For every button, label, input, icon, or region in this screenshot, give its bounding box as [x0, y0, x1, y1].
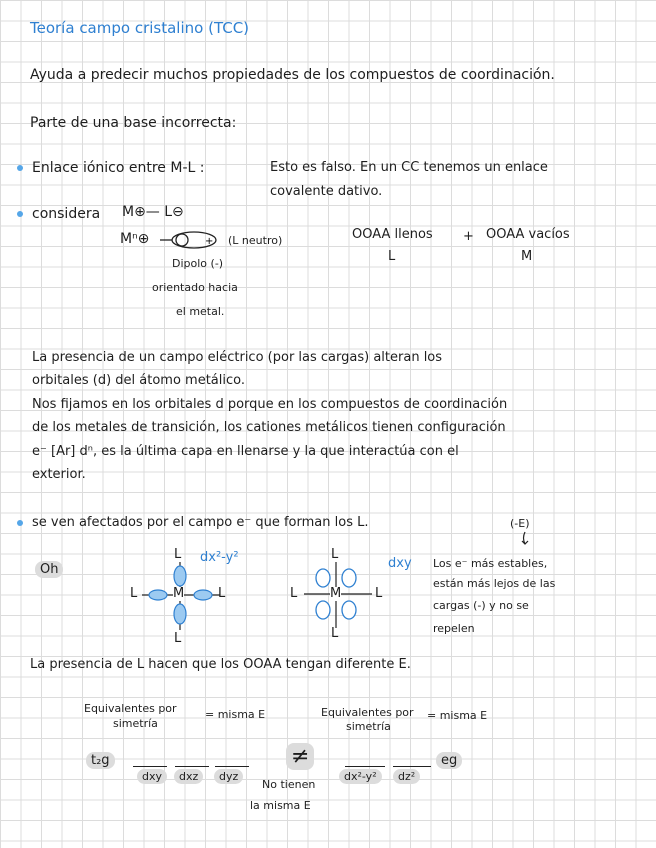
dipole-line-2: orientado hacia — [152, 281, 238, 294]
note-line: están más lejos de las — [433, 577, 556, 590]
no-same-energy-line-2: la misma E — [250, 799, 311, 812]
plus-sign: + — [463, 229, 474, 244]
bullet1-right-1: Esto es falso. En un CC tenemos un enlace — [270, 160, 548, 175]
ligand-top: L — [174, 547, 182, 562]
oh-badge: Oh — [35, 563, 63, 577]
bullet3-text: se ven afectados por el campo e⁻ que forman los L. — [32, 515, 369, 530]
ligand-right: L — [218, 586, 226, 601]
orbital-label: dx²-y² — [339, 771, 382, 783]
equiv-label: Equivalentes por — [84, 702, 177, 715]
neutral-label: (L neutro) — [228, 234, 283, 247]
arrow-down-icon — [520, 532, 530, 546]
para-line: e⁻ [Ar] dⁿ, es la última capa en llenarse y la que interactúa con el — [32, 444, 459, 459]
eg-badge: eg — [436, 754, 462, 768]
para-line: orbitales (d) del átomo metálico. — [32, 373, 245, 388]
intro-text: Ayuda a predecir muchos propiedades de los compuestos de coordinación. — [30, 67, 555, 83]
oa-full-sub: L — [388, 249, 396, 264]
bullet1-left: Enlace iónico entre M-L : — [32, 160, 205, 176]
energy-level-line — [215, 766, 249, 767]
equiv-label: Equivalentes por — [321, 706, 414, 719]
energy-note: (-E) — [510, 517, 530, 530]
dxy-label: dxy — [388, 556, 412, 571]
t2g-badge: t₂g — [86, 754, 115, 768]
dx2y2-label: dx²-y² — [200, 550, 239, 565]
ligand-left: L — [130, 586, 138, 601]
not-equal-sign: ≠ — [286, 745, 314, 769]
metal-center: M — [330, 586, 342, 601]
energy-level-line — [133, 766, 167, 767]
oa-empty: OOAA vacíos — [486, 227, 570, 242]
para-line: Nos fijamos en los orbitales d porque en los compuestos de coordinación — [32, 397, 508, 412]
bullet1-right-2: covalente dativo. — [270, 184, 383, 199]
energy-level-line — [175, 766, 209, 767]
note-line: repelen — [433, 622, 475, 635]
orbital-label: dxz — [174, 771, 203, 783]
ligand-top: L — [331, 547, 339, 562]
base-text: Parte de una base incorrecta: — [30, 115, 237, 131]
svg-text:+: + — [205, 236, 214, 247]
bullet-dot — [17, 165, 23, 171]
bullet-dot — [17, 520, 23, 526]
para-line: exterior. — [32, 467, 86, 482]
formula-ml: M⊕— L⊖ — [122, 204, 184, 220]
sym-label: simetría — [346, 720, 391, 733]
bullet2-label: considera — [32, 206, 101, 222]
orbital-label: dyz — [214, 771, 243, 783]
para-line: de los metales de transición, los cationes metálicos tienen configuración — [32, 420, 506, 435]
note-line: Los e⁻ más estables, — [433, 557, 548, 570]
dipole-line-3: el metal. — [176, 305, 225, 318]
ligand-right: L — [375, 586, 383, 601]
formula-mn: Mⁿ⊕ — [120, 231, 150, 247]
metal-center: M — [173, 586, 185, 601]
ligand-bottom: L — [331, 626, 339, 641]
same-energy-label: = misma E — [205, 708, 266, 721]
energy-level-line — [345, 766, 385, 767]
no-same-energy-line-1: No tienen — [262, 778, 316, 791]
orbital-label: dz² — [393, 771, 420, 783]
dipole-icon — [160, 229, 220, 251]
energy-level-line — [393, 766, 431, 767]
sym-label: simetría — [113, 717, 158, 730]
note-line: cargas (-) y no se — [433, 599, 529, 612]
same-energy-label: = misma E — [427, 709, 488, 722]
dipole-line-1: Dipolo (-) — [172, 257, 224, 270]
bullet-dot — [17, 211, 23, 217]
para-line: La presencia de un campo eléctrico (por las cargas) alteran los — [32, 350, 443, 365]
presence-text: La presencia de L hacen que los OOAA tengan diferente E. — [30, 657, 411, 672]
page-title: Teoría campo cristalino (TCC) — [30, 19, 250, 37]
oa-full: OOAA llenos — [352, 227, 433, 242]
ligand-left: L — [290, 586, 298, 601]
ligand-bottom: L — [174, 631, 182, 646]
oa-empty-sub: M — [521, 249, 533, 264]
orbital-label: dxy — [137, 771, 167, 783]
